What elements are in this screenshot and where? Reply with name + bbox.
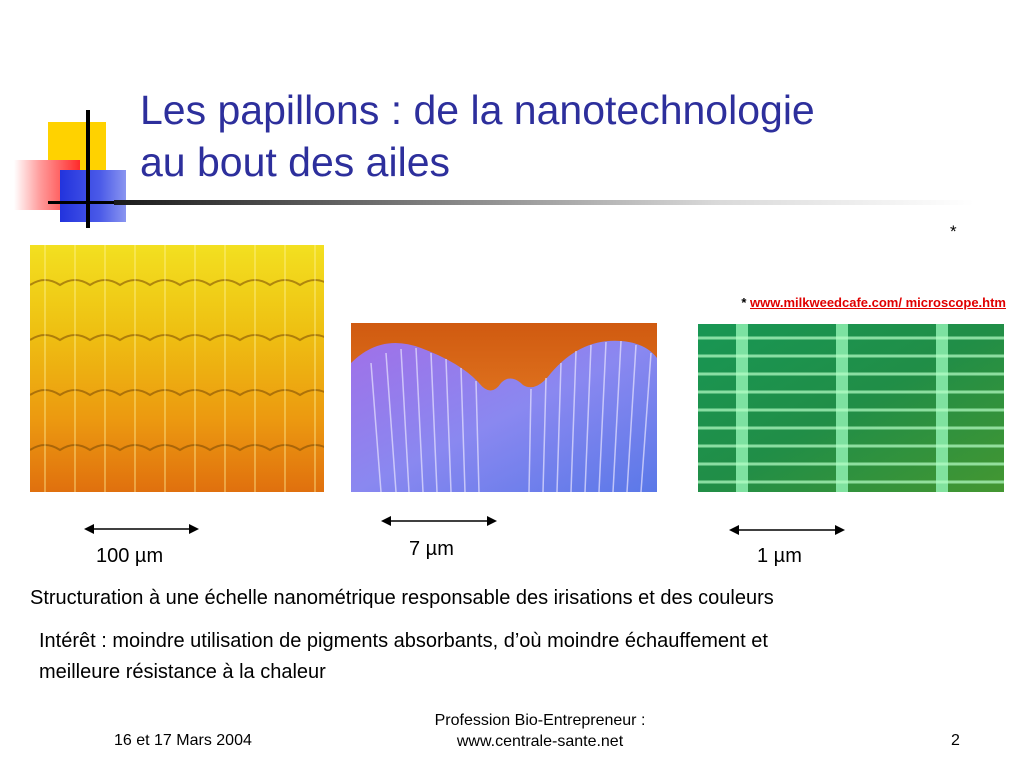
logo-horizontal-line (48, 201, 114, 204)
source-link[interactable]: www.milkweedcafe.com/ microscope.htm (750, 295, 1006, 310)
micrograph-wing-scales (30, 245, 324, 492)
micrograph-scale-ridges-purple (351, 323, 657, 492)
scale-label-3: 1 µm (757, 545, 802, 567)
scale-bar-3 (729, 523, 845, 537)
scale-label-2: 7 µm (409, 538, 454, 560)
footer-center-line-2: www.centrale-sante.net (456, 733, 624, 750)
slide-title (140, 84, 960, 188)
body-text-interet-line-1: Intérêt : moindre utilisation de pigments absorbants, d’où moindre échauffement et (39, 630, 768, 652)
body-text-interet-line-2: meilleure résistance à la chaleur (39, 661, 326, 683)
footer-center-line-1: Profession Bio-Entrepreneur : (434, 712, 646, 729)
scale-bar-1 (84, 522, 199, 536)
logo-blue-square (60, 170, 126, 222)
body-text-structuration: Structuration à une échelle nanométrique responsable des irisations et des couleurs (30, 587, 774, 609)
source-prefix: * (741, 295, 750, 310)
logo-vertical-line (86, 110, 90, 228)
micrograph-scale-ridges-green (698, 324, 1004, 492)
footer-date: 16 et 17 Mars 2004 (114, 732, 252, 749)
footer-center (380, 710, 700, 752)
asterisk-note: * (950, 222, 957, 241)
title-line-2: au bout des ailes (140, 139, 451, 185)
footer-page-number: 2 (951, 732, 960, 749)
source-credit (741, 295, 1006, 310)
scale-label-1: 100 µm (96, 545, 164, 567)
body-text-interet (39, 626, 1009, 688)
title-underline-rule (114, 200, 974, 205)
scale-bar-2 (381, 514, 497, 528)
title-line-1: Les papillons : de la nanotechnologie (140, 87, 815, 133)
